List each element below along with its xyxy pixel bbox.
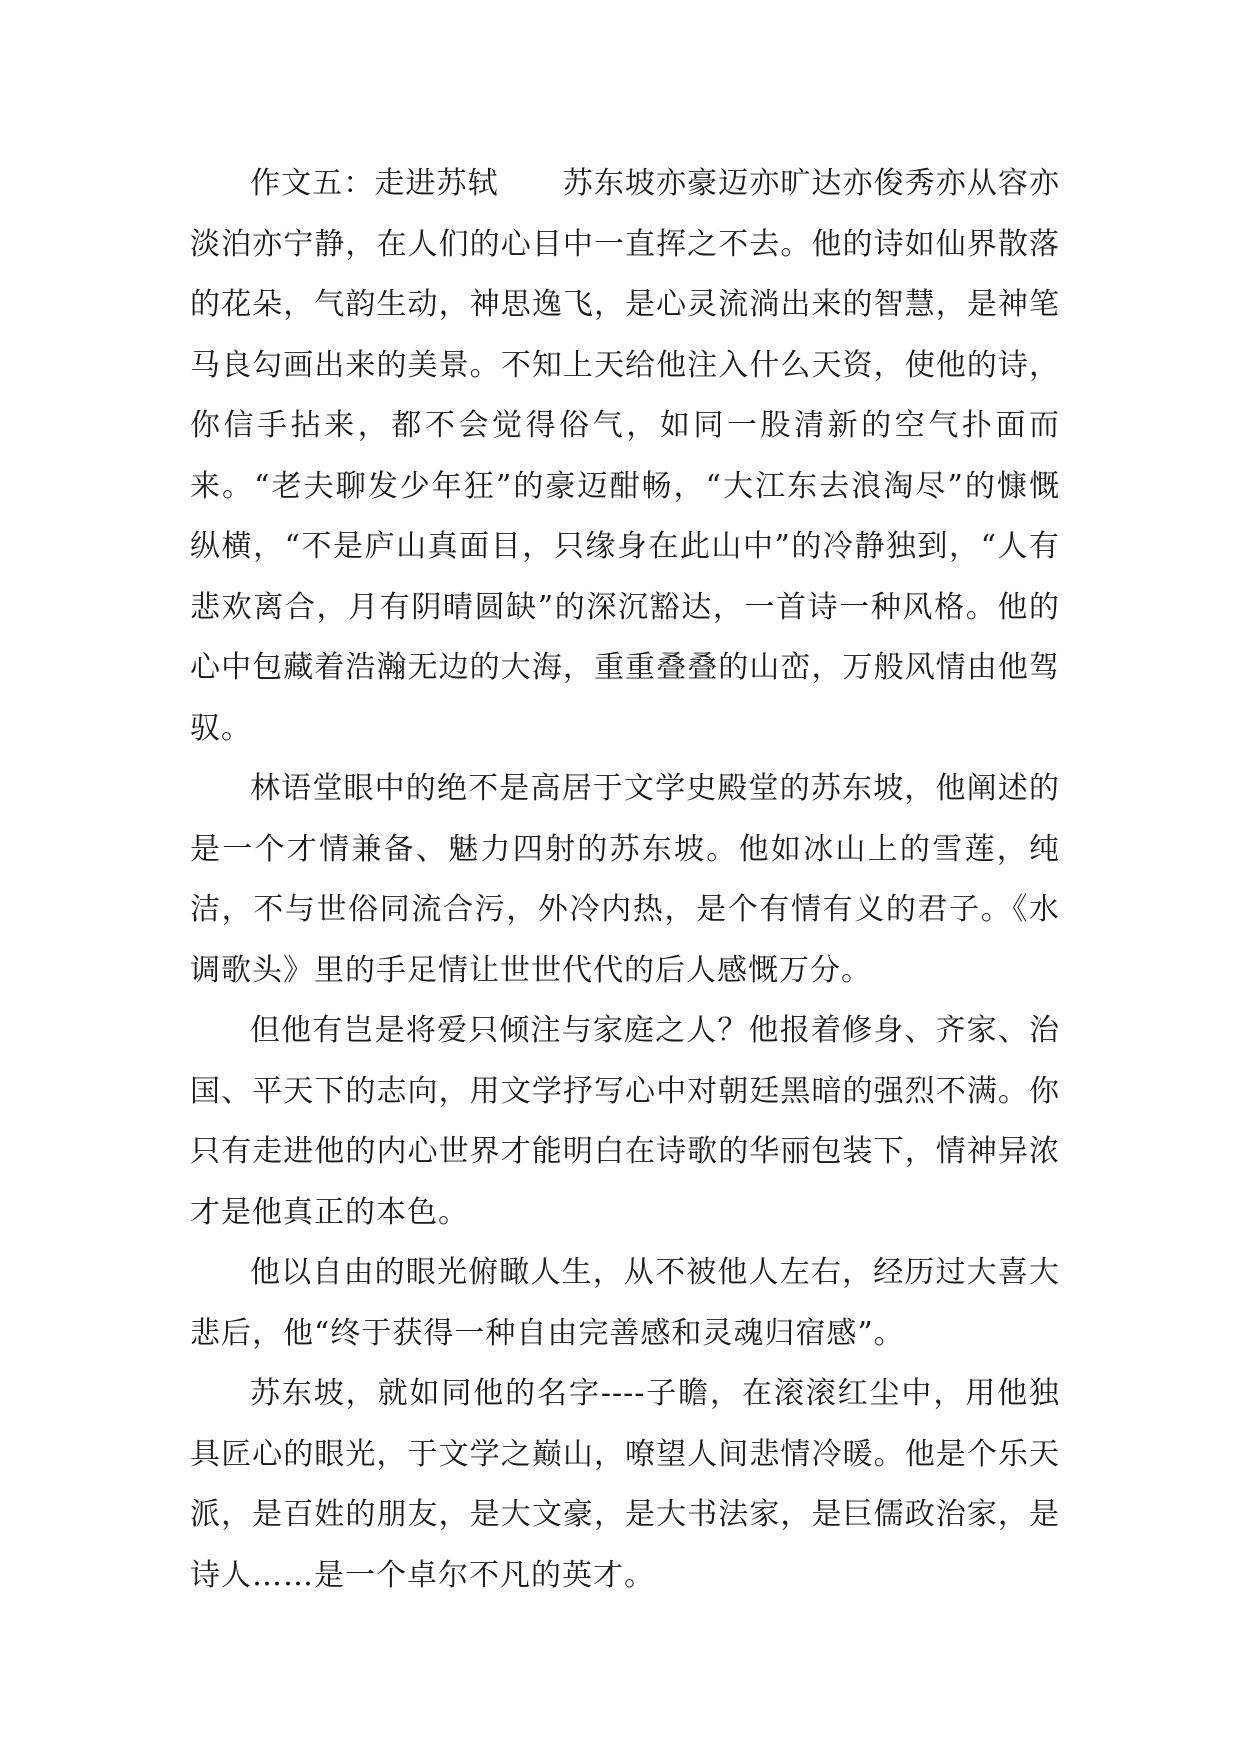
- essay-paragraph-3: 但他有岂是将爱只倾注与家庭之人？他报着修身、齐家、治国、平天下的志向，用文学抒写心中对朝廷黑暗的强烈不满。你只有走进他的内心世界才能明白在诗歌的华丽包装下，情神异浓才是他真正的本色。: [190, 1013, 1060, 1230]
- essay-body: [190, 154, 1060, 1606]
- essay-paragraph-1: [190, 154, 1060, 759]
- essay-paragraph-5: 苏东坡，就如同他的名字----子瞻，在滚滚红尘中，用他独具匠心的眼光，于文学之巅山，嘹望人间悲情冷暖。他是个乐天派，是百姓的朋友，是大文豪，是大书法家，是巨儒政治家，是诗人……是一个卓尔不凡的英才。: [190, 1376, 1060, 1593]
- essay-title: 作文五：走进苏轼: [250, 166, 499, 201]
- paragraph-text: 苏东坡亦豪迈亦旷达亦俊秀亦从容亦淡泊亦宁静，在人们的心目中一直挥之不去。他的诗如仙界散落的花朵，气韵生动，神思逸飞，是心灵流淌出来的智慧，是神笔马良勾画出来的美景。不知上天给他注入什么天资，使他的诗，你信手拈来，都不会觉得俗气，如同一股清新的空气扑面而来。“老夫聊发少年狂”的豪迈酣畅，“大江东去浪淘尽”的慷慨纵横，“不是庐山真面目，只缘身在此山中”的冷静独到，“人有悲欢离合，月有阴晴圆缺”的深沉豁达，一首诗一种风格。他的心中包藏着浩瀚无边的大海，重重叠叠的山峦，万般风情由他驾驭。: [190, 166, 1061, 746]
- essay-paragraph-2: 林语堂眼中的绝不是高居于文学史殿堂的苏东坡，他阐述的是一个才情兼备、魅力四射的苏东坡。他如冰山上的雪莲，纯洁，不与世俗同流合污，外冷内热，是个有情有义的君子。《水调歌头》里的手足情让世世代代的后人感慨万分。: [190, 771, 1060, 988]
- essay-paragraph-4: 他以自由的眼光俯瞰人生，从不被他人左右，经历过大喜大悲后，他“终于获得一种自由完善感和灵魂归宿感”。: [190, 1255, 1060, 1351]
